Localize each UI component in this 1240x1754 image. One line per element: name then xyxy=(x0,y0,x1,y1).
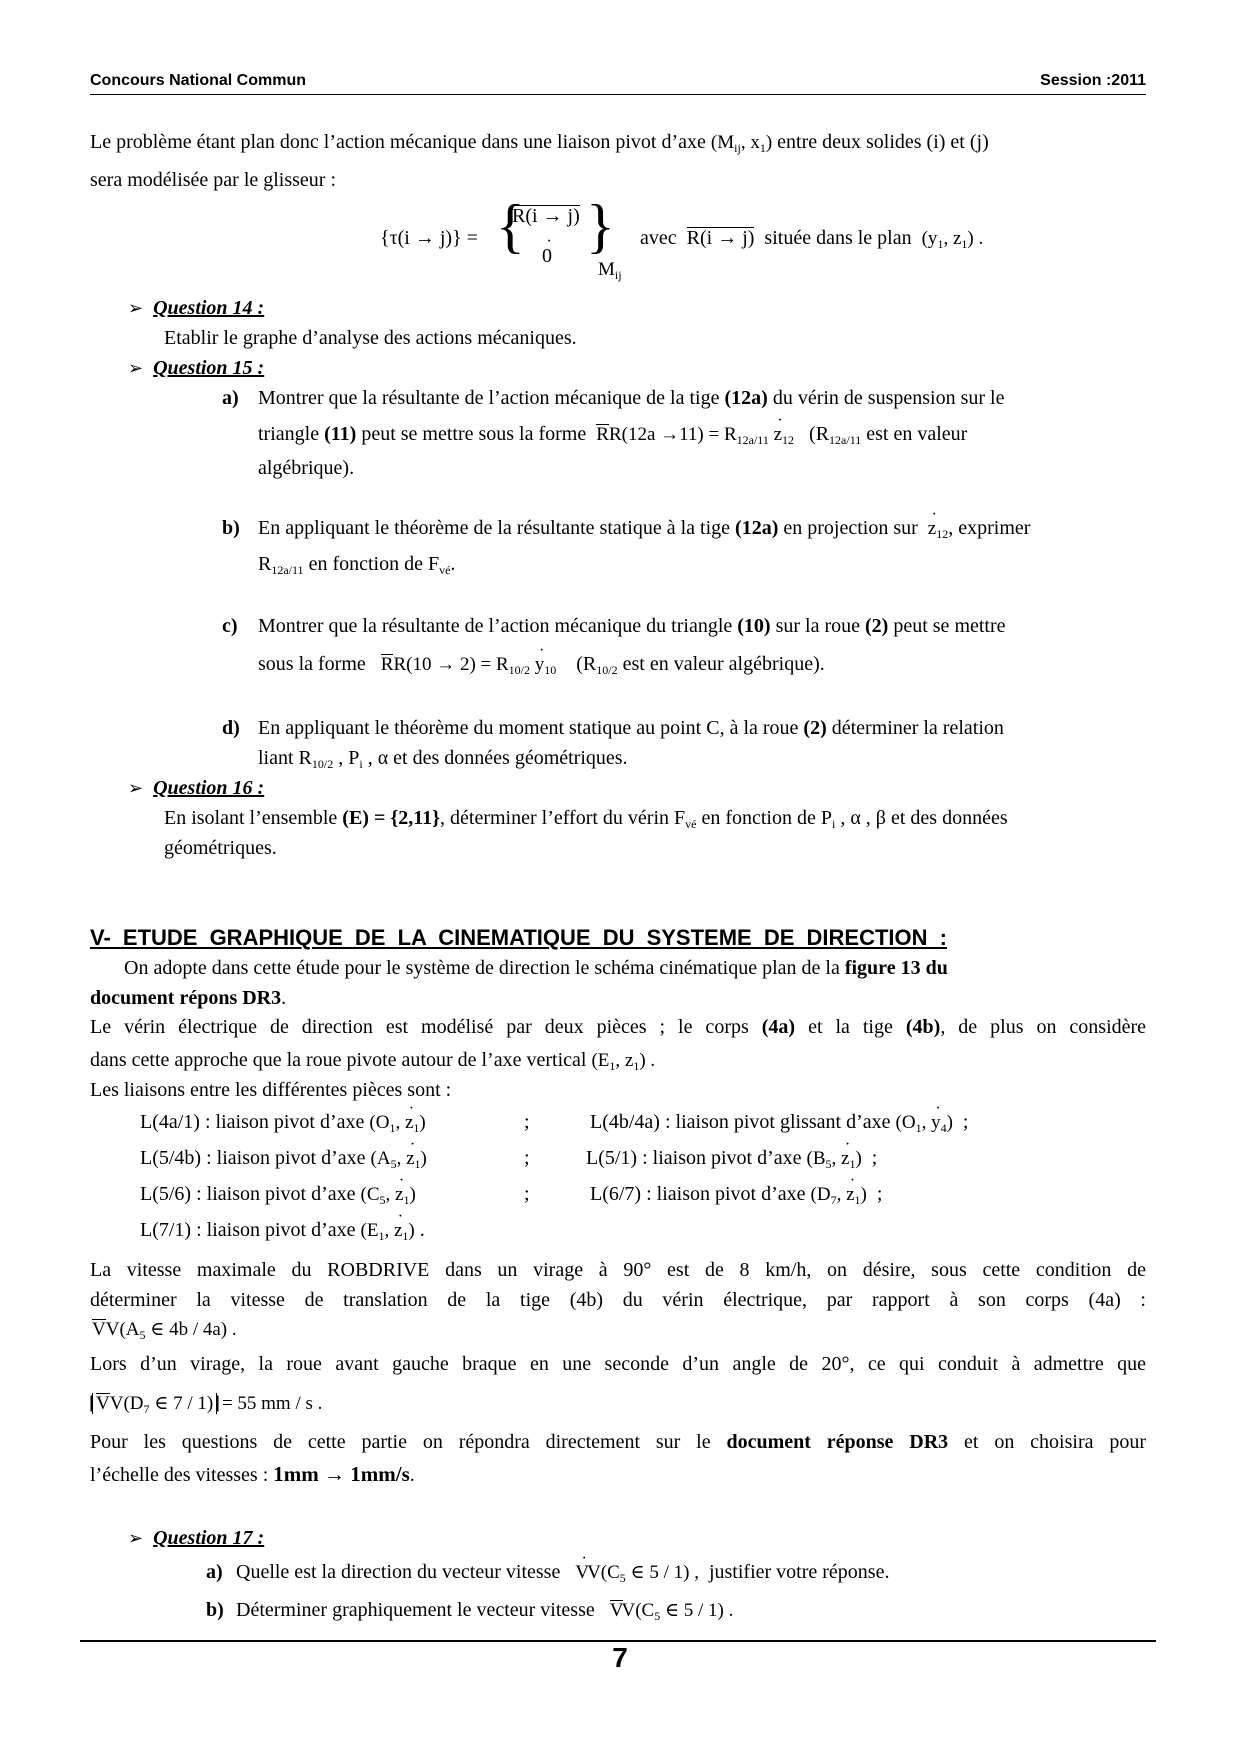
torseur-close-brace: } xyxy=(586,193,615,259)
torseur-resultant: R(i → j) xyxy=(512,205,580,227)
q15-c-line-1: Montrer que la résultante de l’action mécanique du triangle (10) sur la roue (2) peut se mettre xyxy=(258,615,1006,637)
liaison-1-sep: ; xyxy=(524,1111,530,1133)
q15-d-label: d) xyxy=(222,717,240,739)
q17-a-text: Quelle est la direction du vecteur vitesse · $VV(C_5$ ∈ 5 / 1) , justifier votre réponse. xyxy=(236,1560,889,1585)
section-5-p3: Les liaisons entre les différentes pièces sont : xyxy=(90,1079,452,1101)
torseur-avec: avec R(i → j) située dans le plan ($y_1$, $z_1$) . xyxy=(640,227,984,251)
section-5-p2-line-2: dans cette approche que la roue pivote autour de l’axe vertical ($E_1$, $z_1$) . xyxy=(90,1049,656,1073)
liaison-5: L(5/6) : liaison pivot d’axe ($C_5$, · $z_1$) xyxy=(140,1182,416,1207)
question-14-heading xyxy=(128,296,264,320)
question-16-label: Question 16 : xyxy=(153,777,265,799)
question-15-label: Question 15 : xyxy=(153,357,265,379)
intro-line-1 xyxy=(90,130,989,155)
torseur-open-brace: { xyxy=(496,193,525,259)
question-17-label: Question 17 : xyxy=(153,1527,265,1549)
q15-c-formula: $RR(10 \to 2) = R_{10/2} \cdot y_{10}$ xyxy=(381,654,557,675)
liaison-1: L(4a/1) : liaison pivot d’axe ($O_1$, · $z_1$) xyxy=(140,1110,426,1135)
intro-text-a: Le problème étant plan donc l’action mécanique dans une liaison pivot d’axe xyxy=(90,131,706,153)
liaison-3: L(5/4b) : liaison pivot d’axe ($A_5$, · $z_1$) xyxy=(140,1146,427,1171)
section-5-p5-formula: $VV(D_7$ ∈ 7 / 1) = 55 mm / s . xyxy=(92,1392,322,1416)
arrow-bullet-icon: ➢ xyxy=(128,1528,144,1548)
section-5-p6-line-1: Pour les questions de cette partie on répondra directement sur le document réponse DR3 et on choisira pour xyxy=(90,1431,1147,1453)
intro-text-b: entre deux solides (i) et (j) xyxy=(777,131,989,153)
q17-b-label: b) xyxy=(206,1599,224,1621)
q15-b-line-1: En appliquant le théorème de la résultante statique à la tige (12a) en projection sur · $z_{12}$, exprimer xyxy=(258,516,1030,541)
section-5-title: V- ETUDE GRAPHIQUE DE LA CINEMATIQUE DU SYSTEME DE DIRECTION : xyxy=(90,925,947,950)
q15-d-line-2: liant $R_{10/2}$ , $P_i$ , α et des données géométriques. xyxy=(258,747,628,771)
page-number: 7 xyxy=(612,1642,628,1673)
torseur-point: $M_{ij}$ xyxy=(598,259,622,282)
section-5-p2 xyxy=(90,1012,1146,1042)
q15-a-line-3: algébrique). xyxy=(258,457,355,479)
section-5-p5-line-1: Lors d’un virage, la roue avant gauche braque en une seconde d’un angle de 20°, ce qui conduit à admettre que xyxy=(90,1353,1146,1375)
arrow-bullet-icon: ➢ xyxy=(128,298,144,318)
q15-b-label: b) xyxy=(222,517,240,539)
liaison-5-sep: ; xyxy=(524,1183,530,1205)
q15-a-line-2: triangle (11) peut se mettre sous la forme $RR(12a \to 11) = R_{12a/11} \cdot z_{12}$ ($R_{12a/11}$ est en valeur xyxy=(258,422,967,447)
q15-b-line-2: $R_{12a/11}$ en fonction de $F_{vé}$. xyxy=(258,553,456,577)
question-14-text: Etablir le graphe d’analyse des actions mécaniques. xyxy=(164,327,577,349)
q17-b-text: Déterminer graphiquement le vecteur vitesse $VV(C_5$ ∈ 5 / 1) . xyxy=(236,1599,734,1623)
section-5-p4-formula: $VV(A_5$ ∈ 4b / 4a) . xyxy=(92,1319,237,1342)
torseur-left: {τ(i → j)} = xyxy=(380,227,478,249)
torseur-moment: · 0 xyxy=(542,244,552,268)
intro-axis: ($M_{ij}$, $x_1$) xyxy=(710,132,773,155)
section-5-p1-line-1: On adopte dans cette étude pour le système de direction le schéma cinématique plan de la figure 13 du xyxy=(124,957,948,979)
question-15-heading xyxy=(128,356,264,380)
question-14-label: Question 14 : xyxy=(153,297,265,319)
header-exam-name: Concours National Commun xyxy=(90,72,307,89)
arrow-bullet-icon: ➢ xyxy=(128,778,144,798)
intro-line-2: sera modélisée par le glisseur : xyxy=(90,169,337,191)
liaison-2: L(4b/4a) : liaison pivot glissant d’axe ($O_1$, · $y_4$) ; xyxy=(590,1110,968,1135)
question-16-heading xyxy=(128,776,264,800)
section-5-p4-line-1: La vitesse maximale du ROBDRIVE dans un virage à 90° est de 8 km/h, on désire, sous cette condition de xyxy=(90,1259,1146,1281)
q15-a-formula: $RR(12a \to 11) = R_{12a/11} \cdot z_{12}$ xyxy=(596,424,794,445)
torseur-avec-vector: R(i → j) xyxy=(686,227,755,249)
q15-c-line-2: sous la forme $RR(10 \to 2) = R_{10/2} \cdot y_{10}$ ($R_{10/2}$ est en valeur algébrique). xyxy=(258,652,825,677)
q17-a-label: a) xyxy=(206,1561,223,1583)
section-5-p4-line-2: déterminer la vitesse de translation de la tige (4b) du vérin électrique, par rapport à son corps (4a) : xyxy=(90,1289,1146,1311)
q15-a-label: a) xyxy=(222,387,239,409)
plan-y1z1: ($y_1$, $z_1$) . xyxy=(921,228,984,251)
section-5-p2-line-1: Le vérin électrique de direction est modélisé par deux pièces ; le corps (4a) et la tige (4b), de plus on considère xyxy=(90,1016,1147,1038)
question-16-line-2: géométriques. xyxy=(164,837,277,859)
q15-a-line-1: Montrer que la résultante de l’action mécanique de la tige (12a) du vérin de suspension sur le xyxy=(258,387,1005,409)
header-session: Session :2011 xyxy=(1040,72,1146,89)
question-16-line-1: En isolant l’ensemble (E) = {2,11}, déterminer l’effort du vérin $F_{vé}$ en fonction de $P_i$ , α , β et des données xyxy=(164,807,1008,831)
q15-d-line-1: En appliquant le théorème du moment statique au point C, à la roue (2) déterminer la relation xyxy=(258,717,1004,739)
liaison-3-sep: ; xyxy=(524,1147,530,1169)
question-17-heading xyxy=(128,1526,264,1550)
liaison-7: L(7/1) : liaison pivot d’axe ($E_1$, · $z_1$) . xyxy=(140,1218,425,1243)
section-5-p1-line-2: document répons DR3. xyxy=(90,987,287,1009)
liaison-4: L(5/1) : liaison pivot d’axe ($B_5$, · $z_1$) ; xyxy=(586,1146,877,1171)
page-header xyxy=(90,72,1146,95)
section-5-p6-line-2: l’échelle des vitesses : 1mm → 1mm/s. xyxy=(90,1462,415,1486)
q15-c-label: c) xyxy=(222,615,238,637)
arrow-bullet-icon: ➢ xyxy=(128,358,144,378)
liaison-6: L(6/7) : liaison pivot d’axe ($D_7$, · $z_1$) ; xyxy=(590,1182,882,1207)
